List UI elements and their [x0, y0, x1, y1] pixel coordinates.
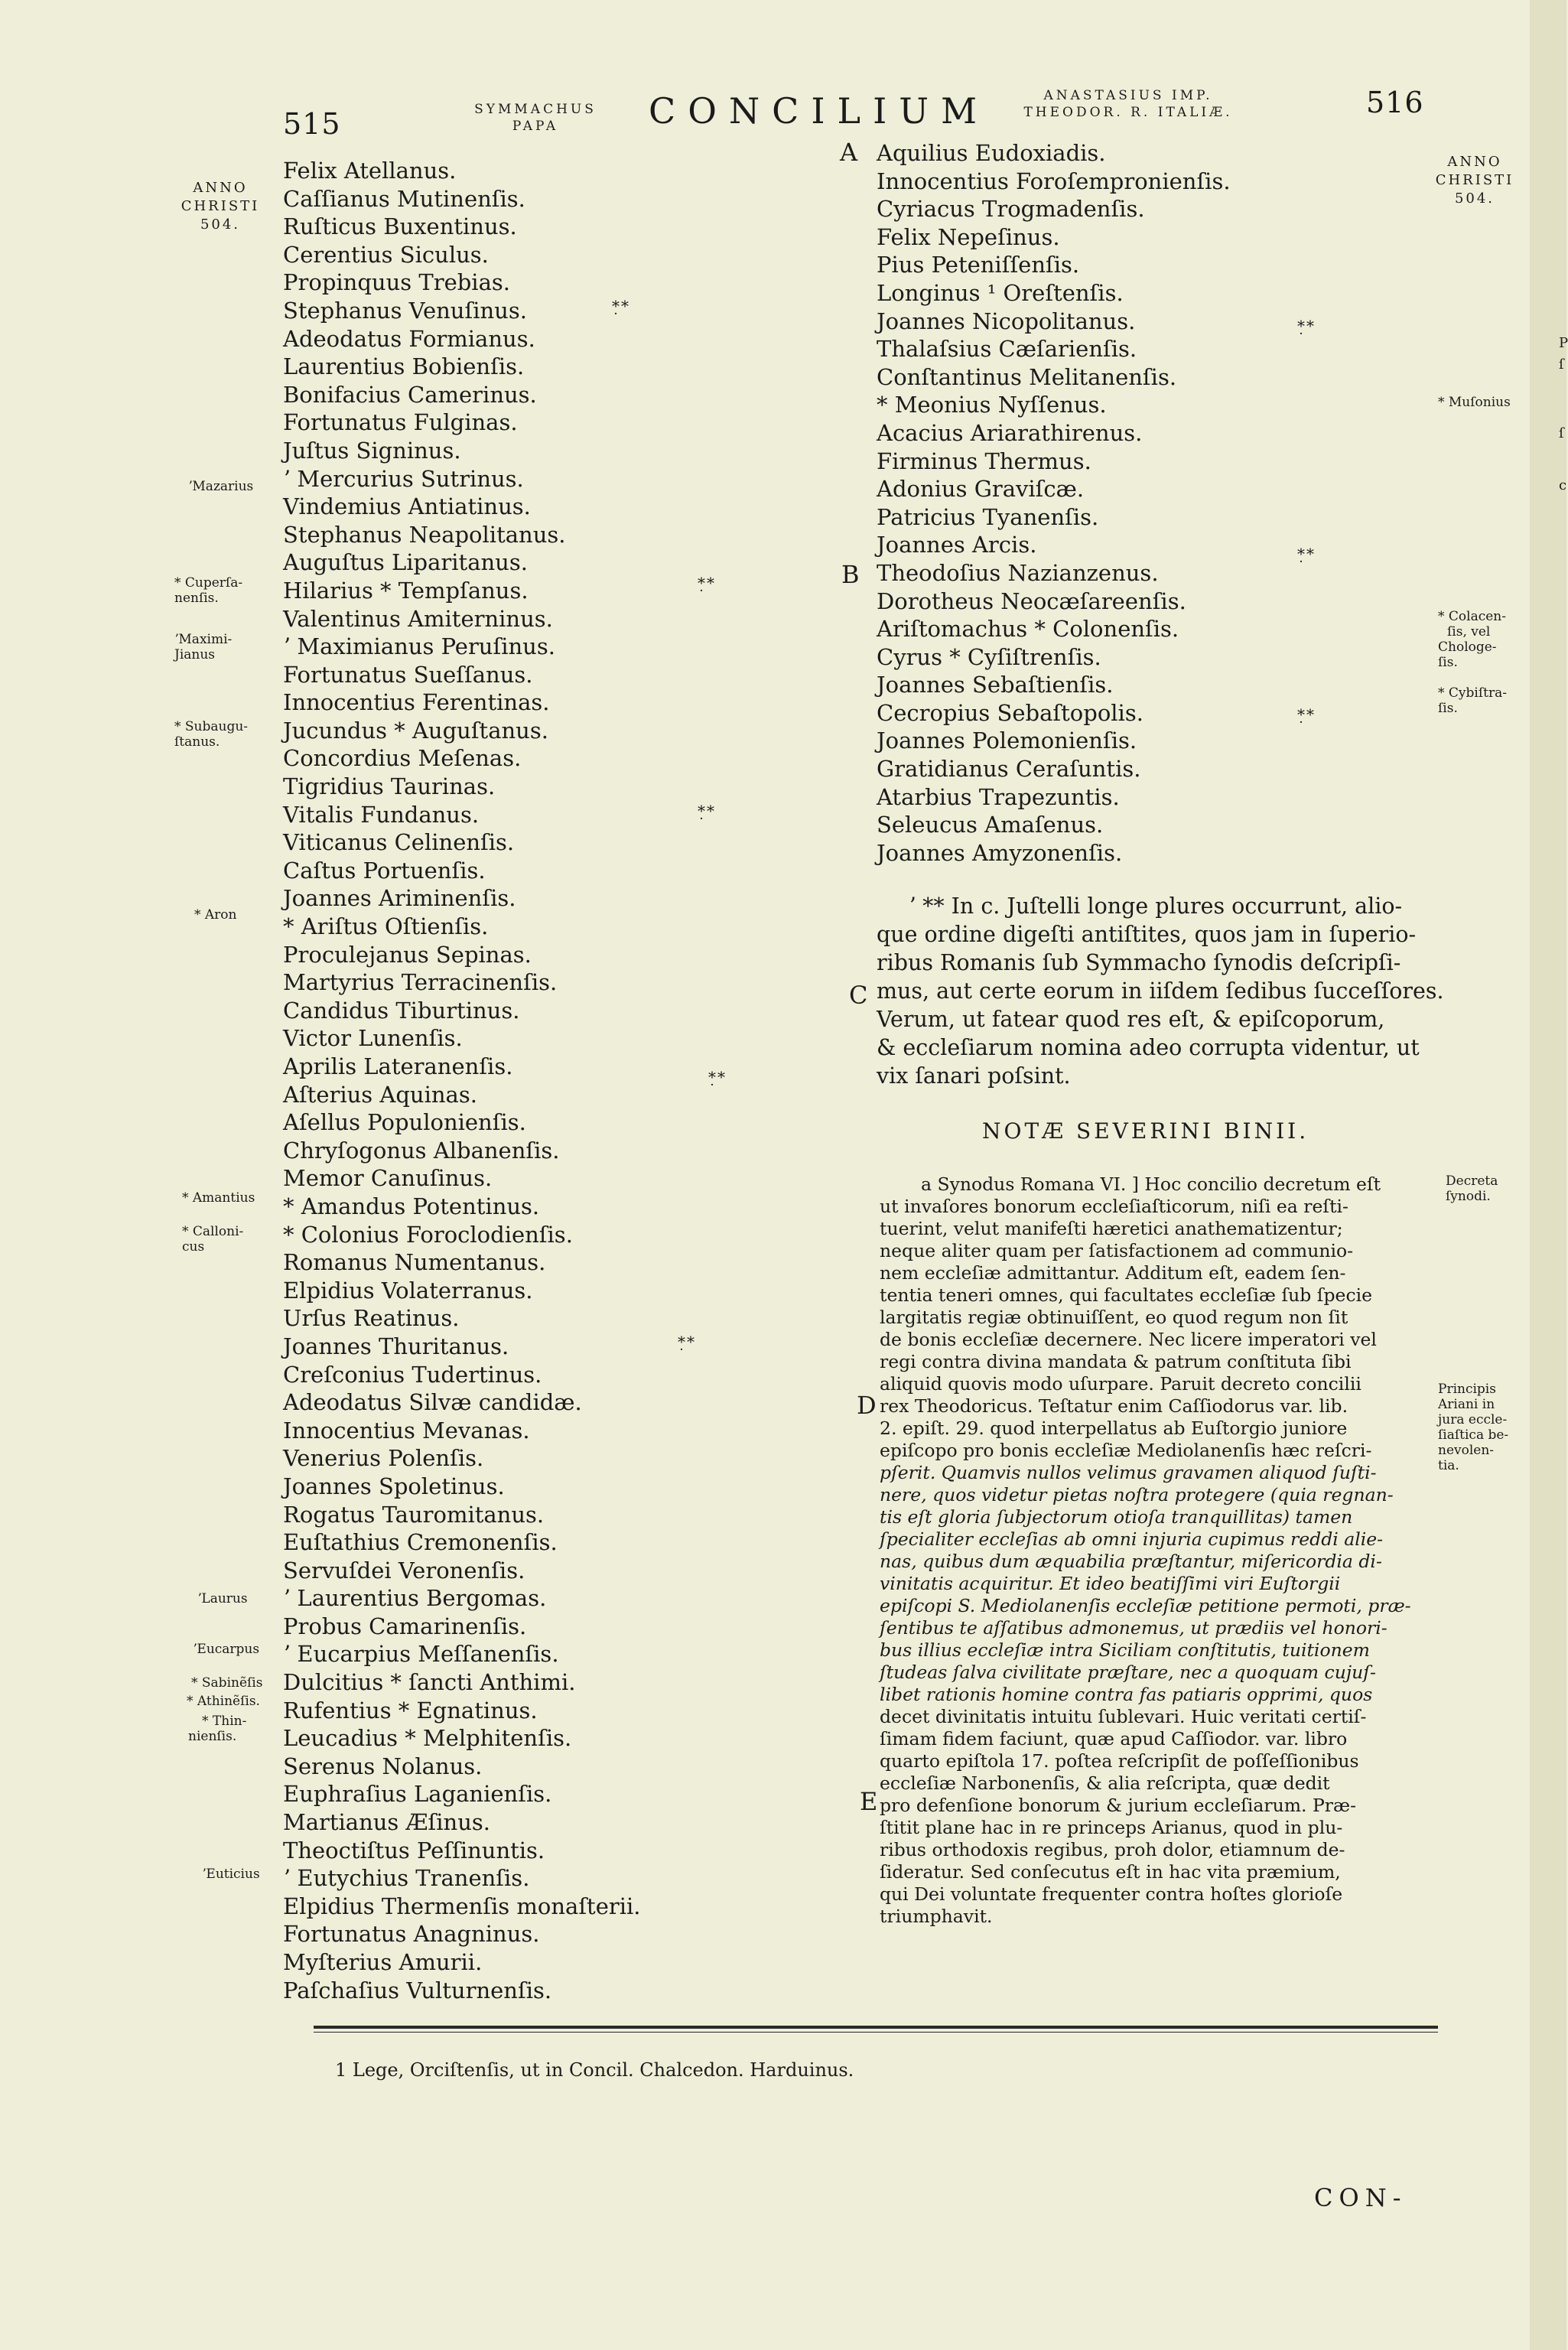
asterism-mark: *̣* [612, 297, 630, 315]
notes-line: ſpecialiter eccleſias ab omni injuria cupimus reddi alie- [880, 1528, 1384, 1550]
list-item: Stephanus Venuſinus. [283, 297, 527, 324]
list-item: Vitalis Fundanus. [283, 801, 480, 828]
margin-note-thinniensis [188, 1714, 246, 1744]
list-item: Laurentius Bobienſis. [283, 353, 525, 380]
list-item: Candidus Tiburtinus. [283, 997, 520, 1024]
notes-line: vinitatis acquiritur. Et ideo beatiſſimi viri Euſtorgii [880, 1573, 1341, 1594]
list-item: Joannes Polemonienſis. [877, 727, 1137, 754]
list-item: Servuſdei Veronenſis. [283, 1557, 525, 1583]
asterism-mark: *̣* [1297, 317, 1316, 335]
right-bishop-list [877, 139, 1231, 867]
margin-note-athinensis: * Athinẽſis. [187, 1694, 260, 1709]
section-letter-a: A [840, 138, 858, 167]
margin-line: ſiaſtica be- [1438, 1427, 1509, 1443]
asterism-mark: *̣* [1297, 705, 1316, 724]
list-item: Aquilius Eudoxiadis. [877, 140, 1106, 166]
notes-line: tentia teneri omnes, qui facultates eccleſiæ ſub ſpecie [880, 1284, 1373, 1306]
margin-line: Jianus [174, 647, 216, 662]
notes-line: eccleſiæ Narbonenſis, & alia reſcripta, quæ dedit [880, 1772, 1330, 1794]
list-item: Adeodatus Formianus. [283, 325, 535, 352]
left-running-head-line-1: SYMMACHUS [474, 102, 597, 117]
list-item: Joannes Ariminenſis. [283, 885, 516, 912]
list-item: Fortunatus Fulginas. [283, 409, 518, 436]
notes-line: nere, quos videtur pietas noſtra protegere (quia regnan- [880, 1484, 1394, 1505]
edge-fragment: ſ [1559, 425, 1564, 441]
margin-line: Ariani in [1438, 1397, 1495, 1412]
margin-line: Principis [1438, 1382, 1496, 1397]
list-item: Acacius Ariarathirenus. [877, 419, 1143, 446]
margin-line: ſis. [1438, 655, 1458, 670]
list-item: Dulcitius * ſancti Anthimi. [283, 1669, 576, 1696]
notes-line: neque aliter quam per ſatisfactionem ad communio- [880, 1240, 1354, 1261]
margin-note-decreta [1446, 1173, 1498, 1204]
list-item: Euſtathius Cremonenſis. [283, 1529, 558, 1556]
margin-line: nenſis. [174, 591, 219, 606]
list-item: ʼ Mercurius Sutrinus. [283, 465, 524, 492]
list-item: Cecropius Sebaſtopolis. [877, 699, 1143, 726]
catchword: CON- [1314, 2183, 1407, 2212]
list-item: Vindemius Antiatinus. [283, 493, 531, 520]
list-item: Felix Atellanus. [283, 158, 457, 184]
list-item: Caſſianus Mutinenſis. [283, 185, 525, 212]
asterism-mark: *̣* [708, 1068, 727, 1086]
margin-line: ſis. [1438, 701, 1458, 716]
list-item: Firminus Thermus. [877, 448, 1091, 474]
list-item: Probus Camarinenſis. [283, 1613, 527, 1639]
margin-note-cybistrensis [1438, 685, 1507, 716]
list-item: Theodoſius Nazianzenus. [877, 559, 1159, 586]
margin-line: * Subaugu- [174, 719, 249, 734]
list-item: Elpidius Volaterranus. [283, 1277, 533, 1304]
asterism-mark: *̣* [1297, 545, 1316, 563]
list-item: Cyriacus Trogmadenſis. [877, 196, 1145, 223]
section-letter-c: C [849, 981, 868, 1010]
notes-line: pſerit. Quamvis nullos velimus gravamen aliquod ſuſti- [880, 1462, 1377, 1483]
margin-note-maximilianus [174, 632, 232, 662]
notes-line: 2. epiſt. 29. quod interpellatus ab Euſtorgio juniore [880, 1417, 1348, 1439]
notes-line: ſentibus te aſſatibus admonemus, ut prædiis vel honori- [880, 1617, 1387, 1639]
list-item: Paſchaſius Vulturnenſis. [283, 1977, 552, 2003]
anno-christi-left [174, 179, 266, 234]
right-running-head-line-2: THEODOR. R. ITALIÆ. [1023, 105, 1233, 120]
list-item: Joannes Arcis. [877, 532, 1037, 558]
paragraph-line: ribus Romanis ſub Symmacho ſynodis deſcripſi- [877, 950, 1401, 975]
list-item: Valentinus Amiterninus. [283, 605, 553, 632]
section-letter-d: D [857, 1391, 877, 1420]
paragraph-line: que ordine digeſti antiſtites, quos jam in ſuperio- [877, 922, 1417, 947]
list-item: Aprilis Lateranenſis. [283, 1053, 513, 1079]
list-item: Adeodatus Silvæ candidæ. [283, 1389, 582, 1416]
notes-line: tis eſt gloria ſubjectorum otioſa tranquillitas) tamen [880, 1506, 1353, 1528]
list-item: Urſus Reatinus. [283, 1305, 460, 1332]
list-item: ʼ Laurentius Bergomas. [283, 1585, 547, 1612]
notes-line: a Synodus Romana VI. ] Hoc concilio decretum eſt [921, 1173, 1381, 1195]
margin-note-musonius: * Muſonius [1438, 395, 1511, 410]
margin-line: * Colacen- [1438, 609, 1506, 624]
margin-note-aron: * Aron [194, 907, 237, 923]
list-item: Innocentius Ferentinas. [283, 689, 550, 716]
notes-line: libet rationis homine contra fas patiaris opprimi, quos [880, 1684, 1373, 1705]
list-item: ʼ Eutychius Tranenſis. [283, 1865, 530, 1892]
footnote: 1 Lege, Orciſtenſis, ut in Concil. Chalcedon. Harduinus. [335, 2059, 854, 2081]
section-letter-e: E [860, 1787, 878, 1816]
list-item: * Meonius Nyſſenus. [877, 392, 1107, 418]
list-item: Dorotheus Neocæſareenſis. [877, 588, 1186, 614]
page-title: CONCILIUM [649, 90, 990, 132]
list-item: Fortunatus Sueſſanus. [283, 661, 533, 688]
notes-line: regi contra divina mandata & patrum conſtituta ſibi [880, 1351, 1352, 1372]
list-item: Joannes Spoletinus. [283, 1473, 505, 1499]
list-item: ʼ Maximianus Peruſinus. [283, 633, 555, 660]
notes-line: pro defenſione bonorum & jurium eccleſiarum. Præ- [880, 1795, 1357, 1816]
list-item: Gratidianus Ceraſuntis. [877, 756, 1141, 783]
list-item: Conſtantinus Melitanenſis. [877, 363, 1177, 390]
list-item: Propinquus Trebias. [283, 269, 510, 296]
list-item: Tigridius Taurinas. [283, 773, 496, 800]
margin-line: jura eccle- [1438, 1412, 1508, 1427]
list-item: Caſtus Portuenſis. [283, 857, 486, 884]
margin-note-cuperfanensis [174, 575, 242, 606]
margin-line: ſynodi. [1446, 1189, 1491, 1204]
list-item: Chryſogonus Albanenſis. [283, 1137, 560, 1164]
list-item: Stephanus Neapolitanus. [283, 521, 566, 548]
list-item: Concordius Meſenas. [283, 745, 522, 772]
left-running-head [467, 101, 604, 135]
margin-note-amantius: * Amantius [182, 1190, 255, 1206]
edge-fragment: P [1559, 335, 1568, 351]
margin-line: cus [182, 1239, 205, 1255]
notes-line: ſtitit plane hac in re princeps Arianus, quod in plu- [880, 1817, 1343, 1838]
margin-line: Chologe- [1438, 640, 1497, 655]
margin-note-euticius: ʼEuticius [202, 1867, 260, 1882]
list-item: Aſellus Populonienſis. [283, 1109, 526, 1136]
margin-line: tia. [1438, 1458, 1459, 1473]
list-item: Rufentius * Egnatinus. [283, 1697, 538, 1723]
list-item: * Ariſtus Oſtienſis. [283, 913, 489, 940]
list-item: Joannes Thuritanus. [283, 1333, 509, 1359]
list-item: Seleucus Amaſenus. [877, 812, 1104, 838]
list-item: ʼ Eucarpius Meſſanenſis. [283, 1641, 559, 1668]
asterism-mark: *̣* [698, 574, 716, 592]
list-item: Fortunatus Anagninus. [283, 1921, 540, 1948]
list-item: Ariſtomachus * Colonenſis. [877, 616, 1179, 643]
asterism-mark: *̣* [698, 802, 716, 820]
list-item: Venerius Polenſis. [283, 1445, 484, 1472]
edge-fragment: ſ [1559, 356, 1564, 373]
margin-note-principis [1438, 1382, 1508, 1473]
notes-line: nas, quibus dum æquabilia præſtantur, miſericordia di- [880, 1551, 1382, 1572]
notes-line: epiſcopo pro bonis eccleſiæ Mediolanenſis hæc reſcri- [880, 1440, 1372, 1461]
list-item: * Colonius Foroclodienſis. [283, 1221, 573, 1248]
list-item: Viticanus Celinenſis. [283, 829, 515, 856]
notes-line: quarto epiſtola 17. poſtea reſcripſit de poſſeſſionibus [880, 1750, 1359, 1772]
list-item: Innocentius Mevanas. [283, 1417, 530, 1444]
asterism-mark: *̣* [678, 1333, 696, 1351]
margin-line: * Thin- [202, 1714, 247, 1729]
list-item: Auguſtus Liparitanus. [283, 549, 528, 576]
christi-word: CHRISTI [181, 198, 260, 214]
list-item: Victor Lunenſis. [283, 1025, 463, 1052]
list-item: Martianus Æſinus. [283, 1809, 491, 1836]
list-item: Joannes Amyzonenſis. [877, 839, 1123, 866]
margin-line: * Calloni- [182, 1224, 244, 1239]
anno-word: ANNO [1447, 154, 1502, 170]
notes-line: ut invaſores bonorum eccleſiaſticorum, niſi ea reſti- [880, 1196, 1348, 1217]
list-item: Joannes Nicopolitanus. [877, 308, 1136, 334]
notes-line: de bonis eccleſiæ decernere. Nec licere imperatori vel [880, 1329, 1377, 1350]
edge-fragment: c [1559, 477, 1567, 493]
bottom-rule-thin [314, 2032, 1438, 2033]
list-item: Innocentius Foroſempronienſis. [877, 168, 1231, 194]
list-item: Juſtus Signinus. [283, 437, 461, 464]
left-running-head-line-2: PAPA [512, 119, 559, 134]
notes-line: triumphavit. [880, 1906, 993, 1927]
list-item: Jucundus * Auguſtanus. [283, 717, 548, 744]
year: 504. [1454, 190, 1495, 207]
list-item: Atarbius Trapezuntis. [877, 783, 1120, 810]
notes-line: bus illius eccleſiæ intra Siciliam conſtitutis, tuitionem [880, 1639, 1370, 1661]
facing-page-edge [1530, 0, 1566, 2350]
list-item: Elpidius Thermenſis monaſterii. [283, 1893, 641, 1919]
right-running-head-line-1: ANASTASIUS IMP. [1043, 88, 1213, 103]
margin-line: ſis, vel [1447, 624, 1491, 640]
notes-line: rex Theodoricus. Teſtatur enim Caſſiodorus var. lib. [880, 1395, 1348, 1417]
list-item: * Amandus Potentinus. [283, 1193, 540, 1219]
notes-line: tuerint, velut manifeſti hæretici anathematizentur; [880, 1218, 1343, 1239]
notes-line: ſideratur. Sed conſecutus eſt in hac vita præmium, [880, 1861, 1341, 1883]
list-item: Pius Peteniſſenſis. [877, 252, 1080, 278]
anno-word: ANNO [193, 180, 248, 196]
notes-line: epiſcopi S. Mediolanenſis eccleſiæ petitione permoti, præ- [880, 1595, 1411, 1616]
margin-line: ſtanus. [174, 734, 220, 750]
margin-line: Decreta [1446, 1173, 1498, 1189]
right-page-number: 516 [1366, 86, 1424, 119]
notes-line: largitatis regiæ obtinuiſſent, eo quod regum non ſit [880, 1307, 1348, 1328]
bottom-rule [314, 2026, 1438, 2029]
list-item: Bonifacius Camerinus. [283, 381, 537, 408]
paragraph-line: Verum, ut fatear quod res eſt, & epiſcoporum, [877, 1007, 1385, 1032]
list-item: Adonius Graviſcæ. [877, 476, 1085, 503]
christi-word: CHRISTI [1435, 172, 1514, 188]
left-page-number: 515 [283, 107, 341, 141]
margin-note-colacensis [1438, 609, 1506, 670]
list-item: Euphraſius Laganienſis. [283, 1781, 552, 1808]
margin-note-subaugustanus [174, 719, 248, 750]
list-item: Hilarius * Tempſanus. [283, 577, 529, 604]
margin-note-laurus: ʼLaurus [197, 1591, 248, 1606]
margin-line: ʼMaximi- [174, 632, 233, 647]
list-item: Cerentius Siculus. [283, 241, 489, 268]
list-item: Joannes Sebaſtienſis. [877, 672, 1114, 698]
paragraph-line: mus, aut certe eorum in iiſdem ſedibus ſucceſſores. [877, 978, 1444, 1004]
notes-line: qui Dei voluntate frequenter contra hoſtes glorioſe [880, 1883, 1343, 1905]
margin-note-sabinensis: * Sabinẽſis [191, 1675, 263, 1691]
list-item: Romanus Numentanus. [283, 1249, 546, 1276]
paragraph-line: & eccleſiarum nomina adeo corrupta videntur, ut [877, 1035, 1420, 1060]
year: 504. [200, 216, 241, 233]
notes-line: ſtudeas ſalva civilitate præſtare, nec a quoquam cujuſ- [880, 1662, 1376, 1683]
list-item: Martyrius Terracinenſis. [283, 969, 558, 996]
list-item: Ruſticus Buxentinus. [283, 213, 517, 240]
list-item: Proculejanus Sepinas. [283, 941, 532, 968]
notes-line: aliquid quovis modo uſurpare. Paruit decreto concilii [880, 1373, 1361, 1395]
list-item: Thalaſsius Cæſarienſis. [877, 336, 1137, 363]
right-running-head [987, 87, 1270, 121]
margin-line: nienſis. [188, 1729, 237, 1744]
notes-line: decet divinitatis intuitu ſublevari. Huic veritati certiſ- [880, 1706, 1367, 1727]
notes-heading: NOTÆ SEVERINI BINII. [982, 1118, 1309, 1144]
notes-text [880, 1173, 1434, 1928]
list-item: Patricius Tyanenſis. [877, 503, 1099, 530]
left-bishop-list [283, 157, 641, 2004]
list-item: Theoctiſtus Peſſinuntis. [283, 1837, 545, 1863]
list-item: Myſterius Amurii. [283, 1949, 483, 1975]
notes-line: ſimam fidem faciunt, quæ apud Caſſiodor. var. libro [880, 1728, 1348, 1749]
anno-christi-right [1429, 153, 1521, 208]
list-item: Longinus ¹ Oreſtenſis. [877, 279, 1124, 306]
list-item: Cyrus * Cyſiſtrenſis. [877, 643, 1101, 670]
notes-line: ribus orthodoxis regibus, proh dolor, etiamnum de- [880, 1839, 1345, 1860]
paragraph-line: ʼ ** In c. Juſtelli longe plures occurrunt, alio- [909, 893, 1403, 919]
notes-line: nem eccleſiæ admittantur. Additum eſt, eadem ſen- [880, 1262, 1346, 1284]
margin-note-eucarpus: ʼEucarpus [193, 1642, 260, 1657]
list-item: Leucadius * Melphitenſis. [283, 1725, 572, 1752]
margin-line: nevolen- [1438, 1443, 1495, 1458]
list-item: Memor Canuſinus. [283, 1165, 493, 1192]
list-item: Serenus Nolanus. [283, 1753, 483, 1779]
section-letter-b: B [841, 560, 860, 589]
list-item: Felix Nepeſinus. [877, 223, 1060, 250]
list-item: Aſterius Aquinas. [283, 1081, 477, 1108]
list-item: Creſconius Tudertinus. [283, 1361, 542, 1388]
commentary-paragraph [877, 892, 1444, 1090]
margin-note-mazarius: ʼMazarius [188, 479, 254, 494]
margin-line: * Cybiſtra- [1438, 685, 1507, 701]
margin-note-callonicus [182, 1224, 243, 1255]
list-item: Rogatus Tauromitanus. [283, 1501, 545, 1528]
paragraph-line: vix ſanari poſsint. [877, 1063, 1071, 1089]
margin-line: * Cuperſa- [174, 575, 243, 591]
